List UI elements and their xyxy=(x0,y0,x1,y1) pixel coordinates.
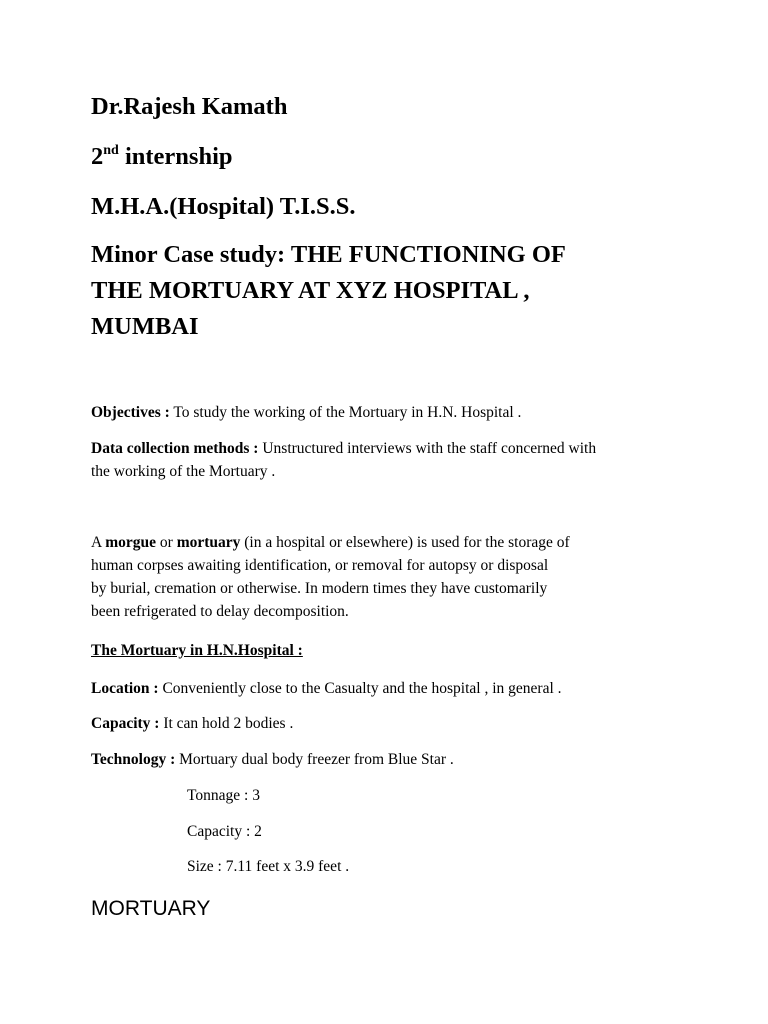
title-line-2: THE MORTUARY AT XYZ HOSPITAL , xyxy=(91,277,530,304)
location-text: Conveniently close to the Casualty and the hospital , in general . xyxy=(158,680,562,697)
definition-line-4: been refrigerated to delay decomposition. xyxy=(91,603,349,620)
footer-heading: MORTUARY xyxy=(91,897,211,920)
definition-line-2: human corpses awaiting identification, or removal for autopsy or disposal xyxy=(91,557,549,574)
location-label: Location : xyxy=(91,680,159,697)
program-line: M.H.A.(Hospital) T.I.S.S. xyxy=(91,193,356,220)
objectives-line xyxy=(91,401,521,424)
technology-label: Technology : xyxy=(91,751,176,768)
spec-size: Size : 7.11 feet x 3.9 feet . xyxy=(187,858,350,875)
internship-line xyxy=(91,140,233,178)
definition-line-3: by burial, cremation or otherwise. In modern times they have customarily xyxy=(91,580,548,597)
location-line xyxy=(91,677,562,700)
spec-tonnage: Tonnage : 3 xyxy=(187,787,260,804)
technology-text: Mortuary dual body freezer from Blue Star . xyxy=(175,751,454,768)
spec-capacity: Capacity : 2 xyxy=(187,823,262,840)
objectives-text: To study the working of the Mortuary in H.N. Hospital . xyxy=(169,404,522,421)
definition-mortuary: mortuary xyxy=(176,534,241,551)
data-collection-line-1 xyxy=(91,437,596,460)
capacity-label: Capacity : xyxy=(91,715,160,732)
internship-text: internship xyxy=(118,143,233,170)
author-name: Dr.Rajesh Kamath xyxy=(91,93,288,120)
capacity-line xyxy=(91,712,293,735)
data-collection-text: Unstructured interviews with the staff concerned with xyxy=(258,440,597,457)
capacity-text: It can hold 2 bodies . xyxy=(159,715,294,732)
data-collection-label: Data collection methods : xyxy=(91,440,259,457)
data-collection-line-2: the working of the Mortuary . xyxy=(91,463,276,480)
objectives-label: Objectives : xyxy=(91,404,170,421)
definition-morgue: morgue xyxy=(105,534,157,551)
title-line-3: MUMBAI xyxy=(91,313,199,340)
internship-number: 2 xyxy=(91,143,104,170)
definition-rest: (in a hospital or elsewhere) is used for the storage of xyxy=(240,534,570,551)
technology-line xyxy=(91,748,454,771)
section-heading: The Mortuary in H.N.Hospital : xyxy=(91,642,303,659)
definition-or: or xyxy=(156,534,177,551)
definition-a: A xyxy=(91,534,106,551)
title-line-1: Minor Case study: THE FUNCTIONING OF xyxy=(91,241,566,268)
internship-superscript: nd xyxy=(103,143,119,158)
definition-line-1 xyxy=(91,531,570,554)
